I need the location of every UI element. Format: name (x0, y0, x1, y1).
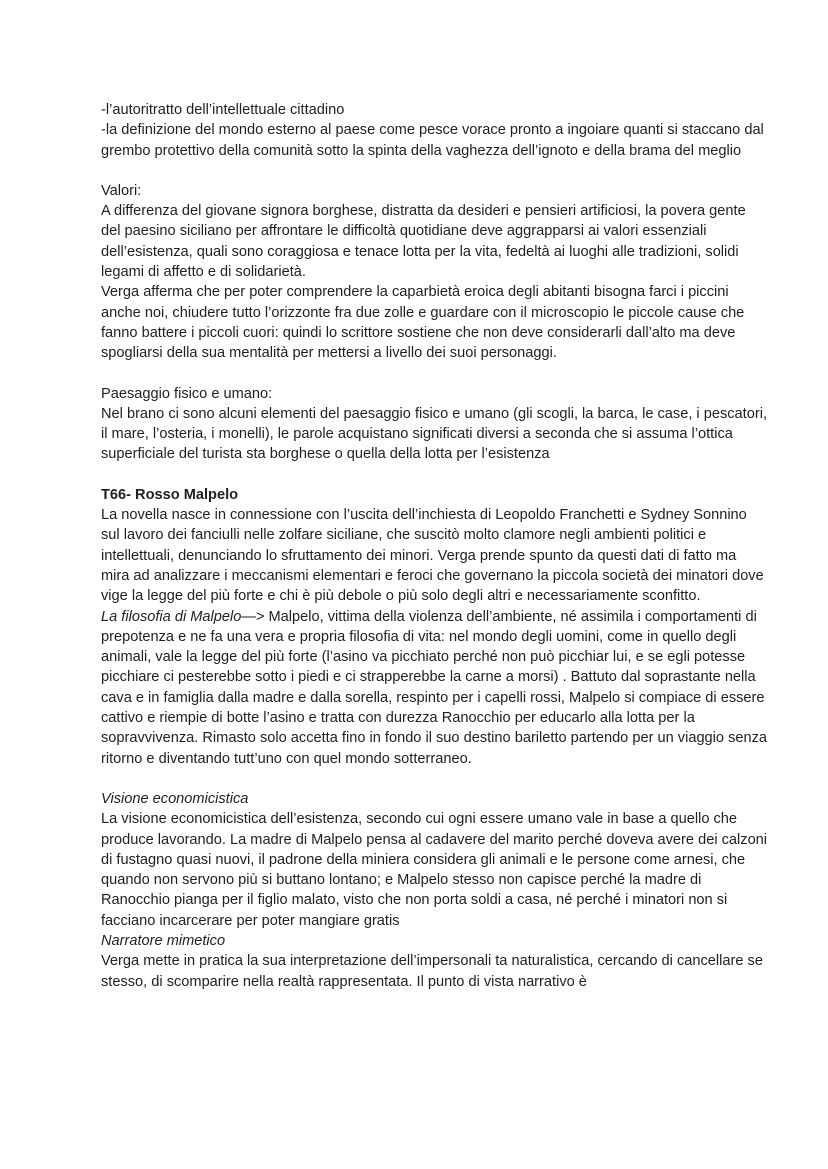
filosofia-text: —> Malpelo, vittima della violenza dell’ambiente, né assimila i comportamenti di prepotenza e ne fa una vera e propria filosofia di vita: nel mondo degli uomini, come in quello degli animali, vale la legge del più forte (l’asino va picchiato perché non può picchiar lui, e se egli potesse picchiare ci pesterebbe sotto i piedi e ci strapperebbe la carne a morsi) . Battuto dal soprastante nella cava e in famiglia dalla madre e dalla sorella, respinto per i capelli rossi, Malpelo si compiace di essere cattivo e riempie di botte l’asino e tratta con durezza Ranocchio per educarlo alla lotta per la sopravvivenza. Rimasto solo accetta fino in fondo il suo destino bariletto partendo per un viaggio senza ritorno e diventando tutt’uno con quel mondo sotterraneo. (101, 608, 768, 767)
valori-paragraph-1: A differenza del giovane signora borghese, distratta da desideri e pensieri artificiosi, la povera gente del paesino siciliano per affrontare le difficoltà quotidiane deve aggrapparsi ai valori essenziali dell’esistenza, quali sono coraggiosa e tenace lotta per la vita, fedeltà ai luoghi alle tradizioni, solidi legami di affetto e di solidarietà. (101, 203, 746, 281)
valori-paragraph-2: Verga afferma che per poter comprendere la caparbietà eroica degli abitanti bisogna farci i piccini anche noi, chiudere tutto l’orizzonte fra due zolle e guardare con il microscopio le piccole cause che fanno battere i piccoli cuori: quindi lo scrittore sostiene che non deve considerarli dall’alto ma deve spogliarsi della sua mentalità per mettersi a livello dei suoi personaggi. (101, 284, 745, 362)
t66-paragraph-1: La novella nasce in connessione con l’uscita dell’inchiesta di Leopoldo Franchetti e Sydney Sonnino sul lavoro dei fanciulli nelle zolfare siciliane, che suscitò molto clamore negli ambienti politici e intellettuali, denunciando lo sfruttamento dei minori. Verga prende spunto da questi dati di fatto ma mira ad analizzare i meccanismi elementari e feroci che governano la piccola società dei minatori dove vige la legge del più forte e chi è più debole o più solo degli altri e necessariamente sconfitto. (101, 507, 764, 605)
valori-heading: Valori: (101, 182, 142, 199)
spacer (101, 161, 768, 181)
narratore-heading: Narratore mimetico (101, 932, 226, 949)
spacer (101, 769, 768, 789)
intro-line-1: -l’autoritratto dell’intellettuale cittadino (101, 102, 345, 118)
filosofia-paragraph (101, 607, 768, 769)
filosofia-label: La filosofia di Malpelo (101, 608, 242, 625)
intro-line-2: -la definizione del mondo esterno al paese come pesce vorace pronto a ingoiare quanti si staccano dal grembo protettivo della comunità sotto la spinta della vaghezza dell’ignoto e della brama del meglio (101, 122, 764, 159)
visione-heading: Visione economicistica (101, 790, 249, 807)
t66-heading: T66- Rosso Malpelo (101, 486, 239, 503)
spacer (101, 364, 768, 384)
visione-paragraph: La visione economicistica dell’esistenza, secondo cui ogni essere umano vale in base a quello che produce lavorando. La madre di Malpelo pensa al cadavere del marito perché doveva avere dei calzoni di fustagno quasi nuovi, il padrone della miniera considera gli animali e le persone come arnesi, che quando non servono più si buttano lontano; e Malpelo stesso non capisce perché la madre di Ranocchio pianga per il figlio malato, visto che non porta soldi a casa, né perché i minatori non si facciano incarcerare per poter mangiare gratis (101, 811, 768, 929)
spacer (101, 465, 768, 485)
paesaggio-heading: Paesaggio fisico e umano: (101, 385, 273, 402)
narratore-paragraph: Verga mette in pratica la sua interpretazione dell’impersonali ta naturalistica, cercando di cancellare se stesso, di scomparire nella realtà rappresentata. Il punto di vista narrativo è (101, 953, 763, 990)
paesaggio-paragraph: Nel brano ci sono alcuni elementi del paesaggio fisico e umano (gli scogli, la barca, le case, i pescatori, il mare, l’osteria, i monelli), le parole acquistano significati diversi a seconda che si assuma l’ottica superficiale del turista sta borghese o quella della lotta per l’esistenza (101, 405, 767, 463)
